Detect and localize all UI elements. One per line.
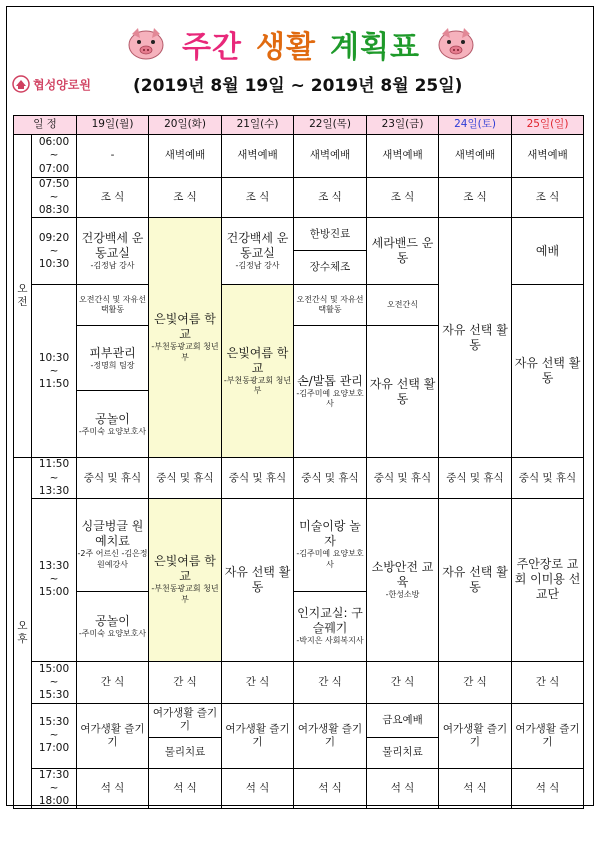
activity-cell-highlight: 은빛여름 학교 -부천동광교회 청년부 <box>149 498 222 661</box>
activity-cell: 자유 선택 활동 <box>222 498 294 661</box>
schedule-table <box>13 115 584 809</box>
time-slot: 17:30 ~ 18:00 <box>32 768 77 808</box>
activity-cell: 새벽예배 <box>294 135 367 178</box>
day-header: 20일(화) <box>149 116 222 135</box>
activity-cell: 싱글벙글 원예치료 -2주 어르신 -김은정 원예강사 공놀이 -주미숙 요양보호사 <box>77 498 149 661</box>
activity-cell: 석 식 <box>439 768 512 808</box>
activity-cell: 간 식 <box>367 661 439 703</box>
activity-cell: 새벽예배 <box>367 135 439 178</box>
brand <box>12 75 91 93</box>
time-slot: 15:00 ~ 15:30 <box>32 661 77 703</box>
activity-cell: 간 식 <box>439 661 512 703</box>
activity-cell: 중식 및 휴식 <box>149 458 222 498</box>
day-header: 22일(목) <box>294 116 367 135</box>
activity-cell: 조 식 <box>149 178 222 218</box>
page-title <box>7 21 595 67</box>
activity-cell: 주안장로 교회 이미용 선교단 <box>512 498 584 661</box>
activity-cell: 석 식 <box>367 768 439 808</box>
activity-cell: 새벽예배 <box>439 135 512 178</box>
activity-cell: 여가생활 즐기기 <box>222 703 294 768</box>
time-slot: 15:30 ~ 17:00 <box>32 703 77 768</box>
activity-cell: 간 식 <box>77 661 149 703</box>
pig-face-icon <box>124 26 168 62</box>
pm-label: 오후 <box>14 458 32 809</box>
activity-cell: 여가생활 즐기기 <box>439 703 512 768</box>
activity-cell: 여가생활 즐기기 <box>512 703 584 768</box>
activity-cell: 여가생활 즐기기 물리치료 <box>149 703 222 768</box>
activity-cell: 새벽예배 <box>512 135 584 178</box>
title-word-3: 계획표 <box>329 30 420 65</box>
activity-cell: 소방안전 교육 -한성소방 <box>367 498 439 661</box>
activity-cell: 건강백세 운동교실 -김정남 강사 <box>77 218 149 285</box>
activity-cell: 한방진료 장수체조 <box>294 218 367 285</box>
activity-cell: 조 식 <box>294 178 367 218</box>
activity-cell: 조 식 <box>512 178 584 218</box>
day-header: 19일(월) <box>77 116 149 135</box>
activity-cell: 오전간식 및 자유선택활동 손/발톱 관리 -김주미예 요양보호사 <box>294 285 367 458</box>
activity-cell: 자유 선택 활동 <box>512 285 584 458</box>
activity-cell-highlight: 은빛여름 학교 -부천동광교회 청년부 <box>149 218 222 458</box>
activity-cell: 간 식 <box>149 661 222 703</box>
activity-cell: 예배 <box>512 218 584 285</box>
activity-cell: 중식 및 휴식 <box>512 458 584 498</box>
activity-cell: 중식 및 휴식 <box>77 458 149 498</box>
activity-cell: 간 식 <box>512 661 584 703</box>
activity-cell: 중식 및 휴식 <box>439 458 512 498</box>
activity-cell: 세라밴드 운동 <box>367 218 439 285</box>
header-corner: 일 정 <box>14 116 77 135</box>
pig-face-icon <box>434 26 478 62</box>
activity-cell: 새벽예배 <box>222 135 294 178</box>
activity-cell: 중식 및 휴식 <box>222 458 294 498</box>
activity-cell: 석 식 <box>512 768 584 808</box>
activity-cell: 조 식 <box>77 178 149 218</box>
activity-cell: 여가생활 즐기기 <box>294 703 367 768</box>
activity-cell: 미술이랑 놀자 -김주미예 요양보호사 인지교실: 구슬꿰기 -박지은 사회복지사 <box>294 498 367 661</box>
activity-cell: 중식 및 휴식 <box>367 458 439 498</box>
time-slot: 10:30 ~ 11:50 <box>32 285 77 458</box>
activity-cell: 금요예배 물리치료 <box>367 703 439 768</box>
activity-cell: 여가생활 즐기기 <box>77 703 149 768</box>
day-header: 21일(수) <box>222 116 294 135</box>
activity-cell: 오전간식 자유 선택 활동 <box>367 285 439 458</box>
activity-cell: 중식 및 휴식 <box>294 458 367 498</box>
time-slot: 07:50 ~ 08:30 <box>32 178 77 218</box>
time-slot: 11:50 ~ 13:30 <box>32 458 77 498</box>
activity-cell: 석 식 <box>294 768 367 808</box>
activity-cell: 석 식 <box>77 768 149 808</box>
title-word-1: 주간 <box>182 30 243 65</box>
day-header-saturday: 24일(토) <box>439 116 512 135</box>
day-header: 23일(금) <box>367 116 439 135</box>
title-word-2: 생활 <box>256 30 316 65</box>
day-header-sunday: 25일(일) <box>512 116 584 135</box>
brand-name: 협성양로원 <box>33 77 91 92</box>
activity-cell: 조 식 <box>439 178 512 218</box>
activity-cell: 건강백세 운동교실 -김정남 강사 <box>222 218 294 285</box>
activity-cell: 간 식 <box>294 661 367 703</box>
activity-cell: 자유 선택 활동 <box>439 498 512 661</box>
activity-cell: 오전간식 및 자유선택활동 피부관리 -정명희 팀장 공놀이 -주미숙 요양보호사 <box>77 285 149 458</box>
activity-cell: 새벽예배 <box>149 135 222 178</box>
time-slot: 09:20 ~ 10:30 <box>32 218 77 285</box>
activity-cell: 조 식 <box>367 178 439 218</box>
time-slot: 13:30 ~ 15:00 <box>32 498 77 661</box>
time-slot: 06:00 ~ 07:00 <box>32 135 77 178</box>
am-label: 오전 <box>14 135 32 458</box>
activity-cell: 자유 선택 활동 <box>439 218 512 458</box>
activity-cell-highlight: 은빛여름 학교 -부천동광교회 청년부 <box>222 285 294 458</box>
brand-logo-icon <box>12 75 30 93</box>
activity-cell: - <box>77 135 149 178</box>
activity-cell: 석 식 <box>222 768 294 808</box>
activity-cell: 석 식 <box>149 768 222 808</box>
activity-cell: 조 식 <box>222 178 294 218</box>
schedule-period: (2019년 8월 19일 ~ 2019년 8월 25일) <box>133 75 463 96</box>
activity-cell: 간 식 <box>222 661 294 703</box>
schedule-page <box>6 6 594 806</box>
